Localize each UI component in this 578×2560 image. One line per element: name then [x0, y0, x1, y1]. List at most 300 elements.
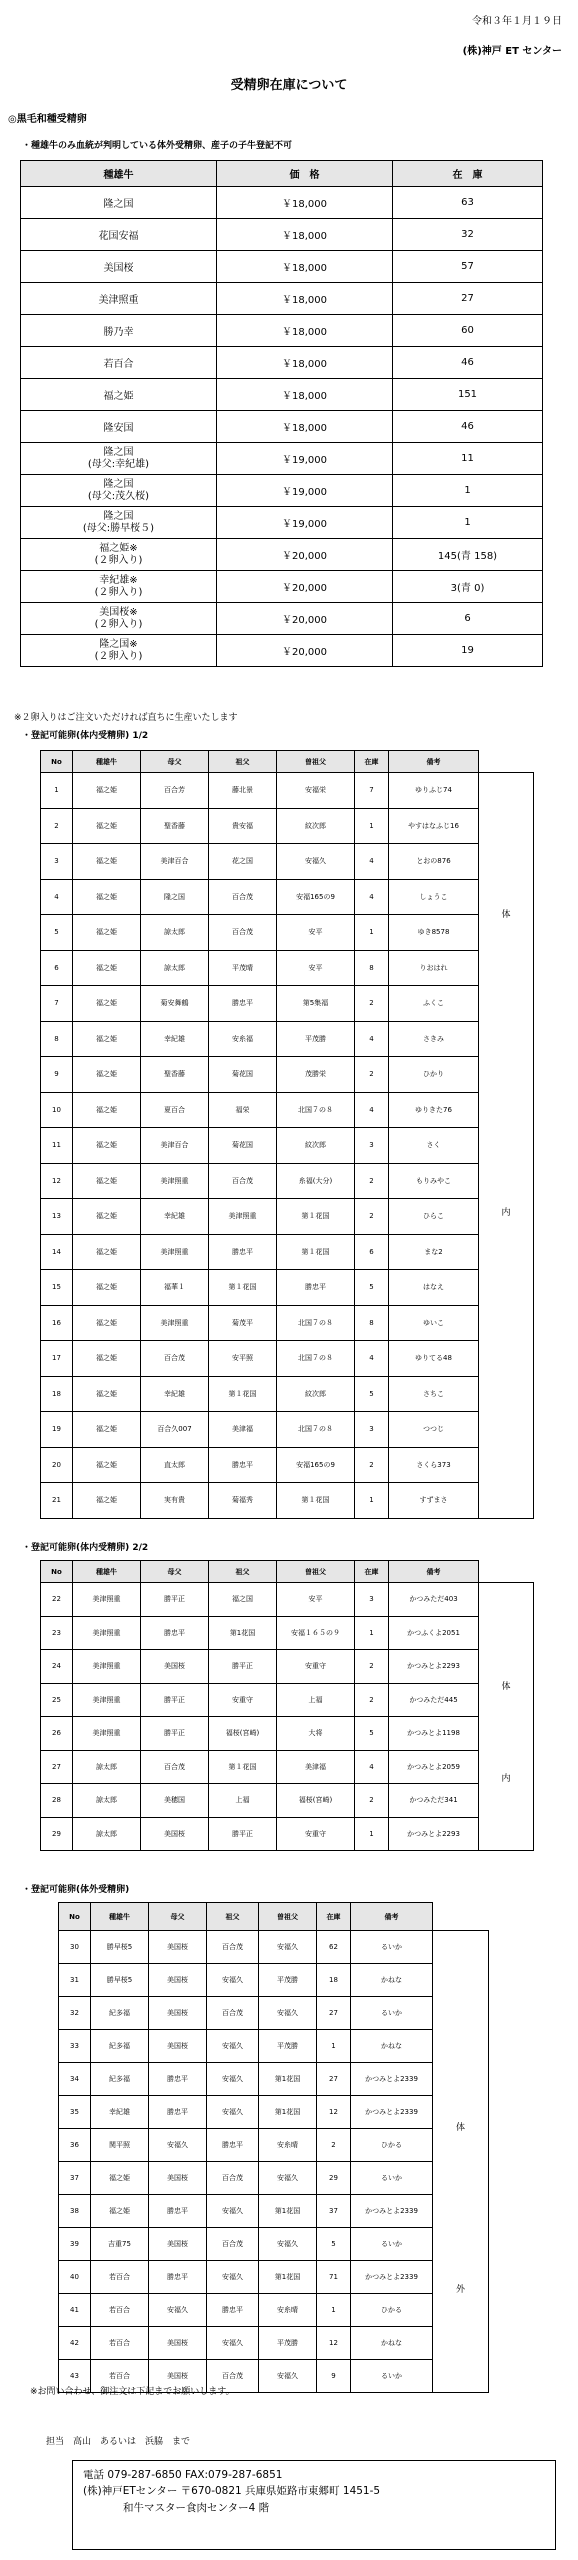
table-row: [59, 2030, 489, 2063]
table-cell: 福之姫※ (２卵入り): [21, 539, 217, 571]
table-row: [21, 603, 543, 635]
table-cell: 美津照重: [141, 1234, 209, 1270]
table-row: [59, 2261, 489, 2294]
table-cell: 第1花国: [259, 2096, 317, 2129]
table-cell: 勝忠平: [149, 2261, 207, 2294]
table-cell: 百合茂: [141, 1341, 209, 1377]
table-cell: 美津照重: [73, 1717, 141, 1751]
column-header: 祖父: [209, 1561, 277, 1583]
table-cell: 勝平正: [209, 1817, 277, 1851]
table-cell: 福之姫: [73, 950, 141, 986]
table-cell: 第1花国: [259, 2195, 317, 2228]
column-header: 母父: [141, 751, 209, 773]
table-cell: ￥20,000: [217, 539, 393, 571]
table-cell: 2: [355, 1199, 389, 1235]
table-cell: 花之国: [209, 844, 277, 880]
table-cell: 美津福: [277, 1750, 355, 1784]
table-cell: 1: [355, 1483, 389, 1519]
table-cell: 151: [393, 379, 543, 411]
table-row: [41, 986, 534, 1022]
table-row: [59, 1997, 489, 2030]
table-cell: 北国７の８: [277, 1305, 355, 1341]
side-label-char: 体: [455, 2123, 465, 2134]
table-cell: 聖香藤: [141, 808, 209, 844]
column-header: 在庫: [355, 1561, 389, 1583]
table-cell: 紋次郎: [277, 1376, 355, 1412]
table-cell: やすはなふじ16: [389, 808, 479, 844]
table-cell: かつみとよ2339: [351, 2096, 433, 2129]
side-label: [479, 773, 534, 1519]
table-cell: 百合茂: [141, 1750, 209, 1784]
table-cell: 福之姫: [91, 2195, 149, 2228]
table-row: [21, 443, 543, 475]
side-label: [433, 1931, 489, 2393]
table-cell: 4: [41, 879, 73, 915]
table-cell: 勝乃幸: [21, 315, 217, 347]
table-cell: 5: [41, 915, 73, 951]
table-cell: 7: [355, 773, 389, 809]
table-cell: 諒太郎: [141, 950, 209, 986]
table-cell: 第１花国: [209, 1270, 277, 1306]
table-cell: 第１花国: [277, 1483, 355, 1519]
table-header-row: [41, 1561, 534, 1583]
table-cell: 福之姫: [73, 1376, 141, 1412]
table-cell: さくら373: [389, 1447, 479, 1483]
table-cell: 美国桜: [149, 2030, 207, 2063]
table-cell: 第１花国: [277, 1234, 355, 1270]
table-row: [21, 635, 543, 667]
organization-name: (株)神戸 ET センター: [462, 46, 562, 57]
table-cell: 夏百合: [141, 1092, 209, 1128]
table-cell: 1: [393, 475, 543, 507]
table-cell: 平茂勝: [259, 1964, 317, 1997]
table-cell: 幸紀雄: [91, 2096, 149, 2129]
table-cell: 2: [41, 808, 73, 844]
table-row: [59, 2162, 489, 2195]
table-cell: 若百合: [91, 2294, 149, 2327]
table-cell: 63: [393, 187, 543, 219]
table-cell: 19: [393, 635, 543, 667]
table-cell: 隆之国: [21, 187, 217, 219]
table-cell: ￥19,000: [217, 507, 393, 539]
table-cell: 美国桜: [149, 2162, 207, 2195]
table-row: [59, 2294, 489, 2327]
side-label-char: 外: [455, 2285, 465, 2296]
table-cell: 3: [41, 844, 73, 880]
table-cell: ￥20,000: [217, 571, 393, 603]
table-cell: ￥19,000: [217, 443, 393, 475]
table-cell: るいか: [351, 2360, 433, 2393]
table-row: [41, 915, 534, 951]
table-cell: 2: [355, 1650, 389, 1684]
table-cell: 百合茂: [207, 1997, 259, 2030]
table-cell: 安平照: [209, 1341, 277, 1377]
table-row: [41, 950, 534, 986]
table-cell: しょうこ: [389, 879, 479, 915]
table-cell: 百合久007: [141, 1412, 209, 1448]
table-row: [41, 1234, 534, 1270]
table-cell: 福之姫: [91, 2162, 149, 2195]
table-cell: 2: [355, 1447, 389, 1483]
table-cell: 美津照重: [73, 1683, 141, 1717]
table-cell: 3: [355, 1412, 389, 1448]
table-cell: 5: [355, 1270, 389, 1306]
table-cell: 10: [41, 1092, 73, 1128]
table-cell: 34: [59, 2063, 91, 2096]
table-cell: 安平: [277, 915, 355, 951]
table-cell: ひかり: [389, 1057, 479, 1093]
table-cell: さちこ: [389, 1376, 479, 1412]
table-row: [59, 2096, 489, 2129]
table-cell: 33: [59, 2030, 91, 2063]
table-cell: 安重守: [277, 1650, 355, 1684]
table-cell: 福栄: [209, 1092, 277, 1128]
table-row: [41, 879, 534, 915]
table-row: [41, 1128, 534, 1164]
column-header: 祖父: [209, 751, 277, 773]
column-header-blank: [433, 1903, 489, 1931]
table-cell: 上福: [277, 1683, 355, 1717]
table-cell: 福之姫: [73, 1270, 141, 1306]
table-cell: 21: [41, 1483, 73, 1519]
table-cell: るいか: [351, 2228, 433, 2261]
table-cell: 27: [317, 1997, 351, 2030]
table-row: [41, 1817, 534, 1851]
table1-footnote: ※２卵入りはご注文いただければ直ちに生産いたします: [14, 713, 238, 723]
table-cell: 8: [355, 1305, 389, 1341]
table-cell: 福之姫: [73, 1128, 141, 1164]
table-row: [41, 1784, 534, 1818]
table-cell: 福之姫: [73, 1199, 141, 1235]
table-cell: 15: [41, 1270, 73, 1306]
table-row: [41, 844, 534, 880]
table-cell: 5: [355, 1717, 389, 1751]
table-cell: 安福165の9: [277, 879, 355, 915]
date: 令和３年１月１９日: [472, 16, 562, 27]
table-cell: 北国７の８: [277, 1092, 355, 1128]
column-header-blank: [479, 1561, 534, 1583]
table-cell: 勝早桜5: [91, 1931, 149, 1964]
table-cell: 紀多福: [91, 1997, 149, 2030]
table-row: [41, 1447, 534, 1483]
table-cell: 美国桜: [149, 2360, 207, 2393]
table-cell: 17: [41, 1341, 73, 1377]
column-header-blank: [479, 751, 534, 773]
column-header: 価 格: [217, 161, 393, 187]
table-row: [21, 251, 543, 283]
table-cell: 1: [355, 1616, 389, 1650]
table-cell: 隆安国: [21, 411, 217, 443]
table-row: [59, 2129, 489, 2162]
table-cell: ￥18,000: [217, 347, 393, 379]
table-cell: 美国桜: [141, 1817, 209, 1851]
table-cell: 32: [59, 1997, 91, 2030]
table-cell: 8: [355, 950, 389, 986]
table-cell: 46: [393, 347, 543, 379]
table-cell: 関平照: [91, 2129, 149, 2162]
table-cell: ￥18,000: [217, 379, 393, 411]
table-cell: 安福久: [207, 2096, 259, 2129]
column-header: No: [41, 1561, 73, 1583]
column-header: 母父: [141, 1561, 209, 1583]
table-cell: 安福久: [259, 1997, 317, 2030]
table-cell: 福之姫: [73, 915, 141, 951]
staff-contact: 担当 高山 あるいは 浜脇 まで: [46, 2437, 191, 2447]
table-cell: 美国桜: [149, 1964, 207, 1997]
table-cell: 実有貴: [141, 1483, 209, 1519]
table-cell: 4: [355, 1092, 389, 1128]
table-cell: 勝忠平: [207, 2129, 259, 2162]
table-cell: 13: [41, 1199, 73, 1235]
table-cell: 美穂国: [141, 1784, 209, 1818]
table-cell: ￥18,000: [217, 251, 393, 283]
table-cell: 27: [393, 283, 543, 315]
table-cell: 糸福(大分): [277, 1163, 355, 1199]
table-cell: 勝忠平: [277, 1270, 355, 1306]
side-label-char: 内: [501, 1208, 511, 1219]
table-cell: 6: [355, 1234, 389, 1270]
table-cell: かつふくよ2051: [389, 1616, 479, 1650]
table-row: [21, 411, 543, 443]
table-cell: 安福久: [149, 2294, 207, 2327]
address: (株)神戸ETセンター 〒670-0821 兵庫県姫路市東郷町 1451-5: [83, 2485, 381, 2498]
table-cell: 41: [59, 2294, 91, 2327]
table-cell: 福之姫: [73, 1021, 141, 1057]
table-cell: 隆之国 (母父:茂久桜): [21, 475, 217, 507]
table-cell: 11: [41, 1128, 73, 1164]
table-row: [59, 2228, 489, 2261]
table-cell: 大将: [277, 1717, 355, 1751]
table-cell: 27: [41, 1750, 73, 1784]
table-cell: 菊福秀: [209, 1483, 277, 1519]
table-cell: 福之姫: [73, 986, 141, 1022]
table-cell: 安福久: [259, 2360, 317, 2393]
table1-note: ・種雄牛のみ血統が判明している体外受精卵、産子の子牛登記不可: [22, 141, 293, 151]
table-cell: 145(青 158): [393, 539, 543, 571]
table-cell: 勝平正: [141, 1683, 209, 1717]
table-cell: 諒太郎: [141, 915, 209, 951]
table-cell: 4: [355, 1750, 389, 1784]
column-header: No: [59, 1903, 91, 1931]
table-cell: 29: [317, 2162, 351, 2195]
table-cell: ￥20,000: [217, 603, 393, 635]
table-cell: 福之姫: [73, 1092, 141, 1128]
table-cell: 4: [355, 844, 389, 880]
column-header: 備考: [389, 1561, 479, 1583]
table-row: [41, 1717, 534, 1751]
table-cell: ￥19,000: [217, 475, 393, 507]
table-cell: 藤北景: [209, 773, 277, 809]
table-cell: 隆之国: [141, 879, 209, 915]
table-cell: 12: [41, 1163, 73, 1199]
table-row: [21, 571, 543, 603]
table-cell: 安福栄: [277, 773, 355, 809]
table-cell: 28: [41, 1784, 73, 1818]
table-row: [41, 1683, 534, 1717]
table-cell: 福之姫: [73, 1234, 141, 1270]
table-cell: ￥18,000: [217, 411, 393, 443]
table-cell: 4: [355, 1021, 389, 1057]
table-row: [21, 283, 543, 315]
table-cell: 18: [317, 1964, 351, 1997]
table-cell: 美国桜: [149, 1997, 207, 2030]
table-cell: 39: [59, 2228, 91, 2261]
table-cell: りおはれ: [389, 950, 479, 986]
table-cell: かつみとよ1198: [389, 1717, 479, 1751]
table-cell: 福之姫: [73, 879, 141, 915]
table-cell: かつみただ445: [389, 1683, 479, 1717]
table-cell: 勝早桜5: [91, 1964, 149, 1997]
table-cell: 福之姫: [73, 773, 141, 809]
table-cell: まな2: [389, 1234, 479, 1270]
table-cell: 菊茂平: [209, 1305, 277, 1341]
table-cell: 幸紀雄: [141, 1199, 209, 1235]
table-cell: 福之姫: [73, 1305, 141, 1341]
table-cell: 福華１: [141, 1270, 209, 1306]
table-cell: ふくこ: [389, 986, 479, 1022]
table-cell: 福之姫: [73, 808, 141, 844]
table-cell: 1: [317, 2030, 351, 2063]
table-cell: 諒太郎: [73, 1817, 141, 1851]
table-cell: かつみとよ2339: [351, 2063, 433, 2096]
table-cell: 7: [41, 986, 73, 1022]
table-cell: さきみ: [389, 1021, 479, 1057]
table-cell: 5: [317, 2228, 351, 2261]
table-cell: 美津照重: [73, 1583, 141, 1617]
table-cell: かつみただ403: [389, 1583, 479, 1617]
table-cell: 福之姫: [73, 1163, 141, 1199]
table-cell: 38: [59, 2195, 91, 2228]
table-cell: 福之姫: [73, 1483, 141, 1519]
table-cell: 百合茂: [209, 1163, 277, 1199]
table-cell: 福之姫: [73, 1057, 141, 1093]
table-cell: 安福久: [259, 2162, 317, 2195]
table-cell: 31: [59, 1964, 91, 1997]
table-cell: 1: [355, 1817, 389, 1851]
table-cell: 安糸晴: [259, 2129, 317, 2162]
column-header: 在庫: [355, 751, 389, 773]
table-cell: つつじ: [389, 1412, 479, 1448]
table-cell: 隆之国 (母父:勝早桜５): [21, 507, 217, 539]
table-cell: 安福久: [207, 2063, 259, 2096]
table-cell: 安糸晴: [259, 2294, 317, 2327]
table-cell: 第1花国: [209, 1616, 277, 1650]
table-cell: 6: [393, 603, 543, 635]
table-cell: 福桜(宮崎): [277, 1784, 355, 1818]
table-cell: 23: [41, 1616, 73, 1650]
table-cell: 福之国: [209, 1583, 277, 1617]
table-cell: 37: [317, 2195, 351, 2228]
table-cell: さく: [389, 1128, 479, 1164]
table-cell: 勝忠平: [209, 1447, 277, 1483]
table-cell: 35: [59, 2096, 91, 2129]
side-label-char: 体: [501, 1682, 511, 1693]
column-header: 曽祖父: [277, 1561, 355, 1583]
table-row: [59, 2327, 489, 2360]
table-cell: かつみとよ2293: [389, 1650, 479, 1684]
table-cell: 1: [393, 507, 543, 539]
table-cell: 美津百合: [141, 844, 209, 880]
table-cell: 平茂勝: [277, 1021, 355, 1057]
table-row: [41, 1092, 534, 1128]
table-cell: 安福久: [207, 2030, 259, 2063]
table-cell: 第1花国: [259, 2063, 317, 2096]
table-cell: ゆいこ: [389, 1305, 479, 1341]
table-cell: 隆之国※ (２卵入り): [21, 635, 217, 667]
table-cell: 直太郎: [141, 1447, 209, 1483]
table-cell: 勝忠平: [149, 2195, 207, 2228]
table-cell: 花国安福: [21, 219, 217, 251]
table-cell: 北国７の８: [277, 1341, 355, 1377]
table-cell: 安平: [277, 950, 355, 986]
table-cell: 貴安福: [209, 808, 277, 844]
table-row: [41, 1021, 534, 1057]
table-cell: 茂勝栄: [277, 1057, 355, 1093]
table-cell: 3: [355, 1128, 389, 1164]
table-cell: 16: [41, 1305, 73, 1341]
table-header-row: [59, 1903, 489, 1931]
table-cell: 吉重75: [91, 2228, 149, 2261]
column-header: 曽祖父: [277, 751, 355, 773]
table-cell: ￥20,000: [217, 635, 393, 667]
table-cell: 百合茂: [207, 2228, 259, 2261]
table-cell: かつみとよ2059: [389, 1750, 479, 1784]
table-cell: るいか: [351, 2162, 433, 2195]
table-cell: 若百合: [21, 347, 217, 379]
table-cell: 8: [41, 1021, 73, 1057]
side-label-char: 体: [501, 910, 511, 921]
table-row: [41, 1270, 534, 1306]
table-cell: 46: [393, 411, 543, 443]
table-cell: 9: [317, 2360, 351, 2393]
table-cell: 18: [41, 1376, 73, 1412]
table-cell: 隆之国 (母父:幸紀雄): [21, 443, 217, 475]
table-row: [41, 1483, 534, 1519]
table-cell: 紀多福: [91, 2030, 149, 2063]
table-cell: 勝忠平: [141, 1616, 209, 1650]
table-row: [41, 1412, 534, 1448]
table-row: [41, 773, 534, 809]
table-cell: 12: [317, 2327, 351, 2360]
table-cell: 40: [59, 2261, 91, 2294]
table-row: [21, 475, 543, 507]
table-cell: 美津照重: [209, 1199, 277, 1235]
table-cell: 美国桜: [149, 2228, 207, 2261]
table-cell: 24: [41, 1650, 73, 1684]
table-cell: かねな: [351, 1964, 433, 1997]
table-row: [59, 1931, 489, 1964]
table-cell: 2: [355, 1163, 389, 1199]
table-cell: 勝忠平: [207, 2294, 259, 2327]
table-cell: 平茂勝: [259, 2327, 317, 2360]
registered-embryo-table-2: [40, 1560, 534, 1851]
table-cell: 20: [41, 1447, 73, 1483]
table-cell: 美津百合: [141, 1128, 209, 1164]
table-cell: 安重守: [277, 1817, 355, 1851]
table-cell: はなえ: [389, 1270, 479, 1306]
table-cell: 第１花国: [277, 1199, 355, 1235]
table-cell: 百合茂: [209, 915, 277, 951]
table-cell: るいか: [351, 1931, 433, 1964]
table-row: [41, 1199, 534, 1235]
table-cell: 紋次郎: [277, 1128, 355, 1164]
column-header: 曽祖父: [259, 1903, 317, 1931]
section-heading: ◎黒毛和種受精卵: [8, 114, 87, 125]
table-cell: 安平: [277, 1583, 355, 1617]
table3-note: ・登記可能卵(体内受精卵) 2/2: [22, 1543, 149, 1553]
table-cell: ゆりてる48: [389, 1341, 479, 1377]
table-cell: 美津照重: [141, 1163, 209, 1199]
